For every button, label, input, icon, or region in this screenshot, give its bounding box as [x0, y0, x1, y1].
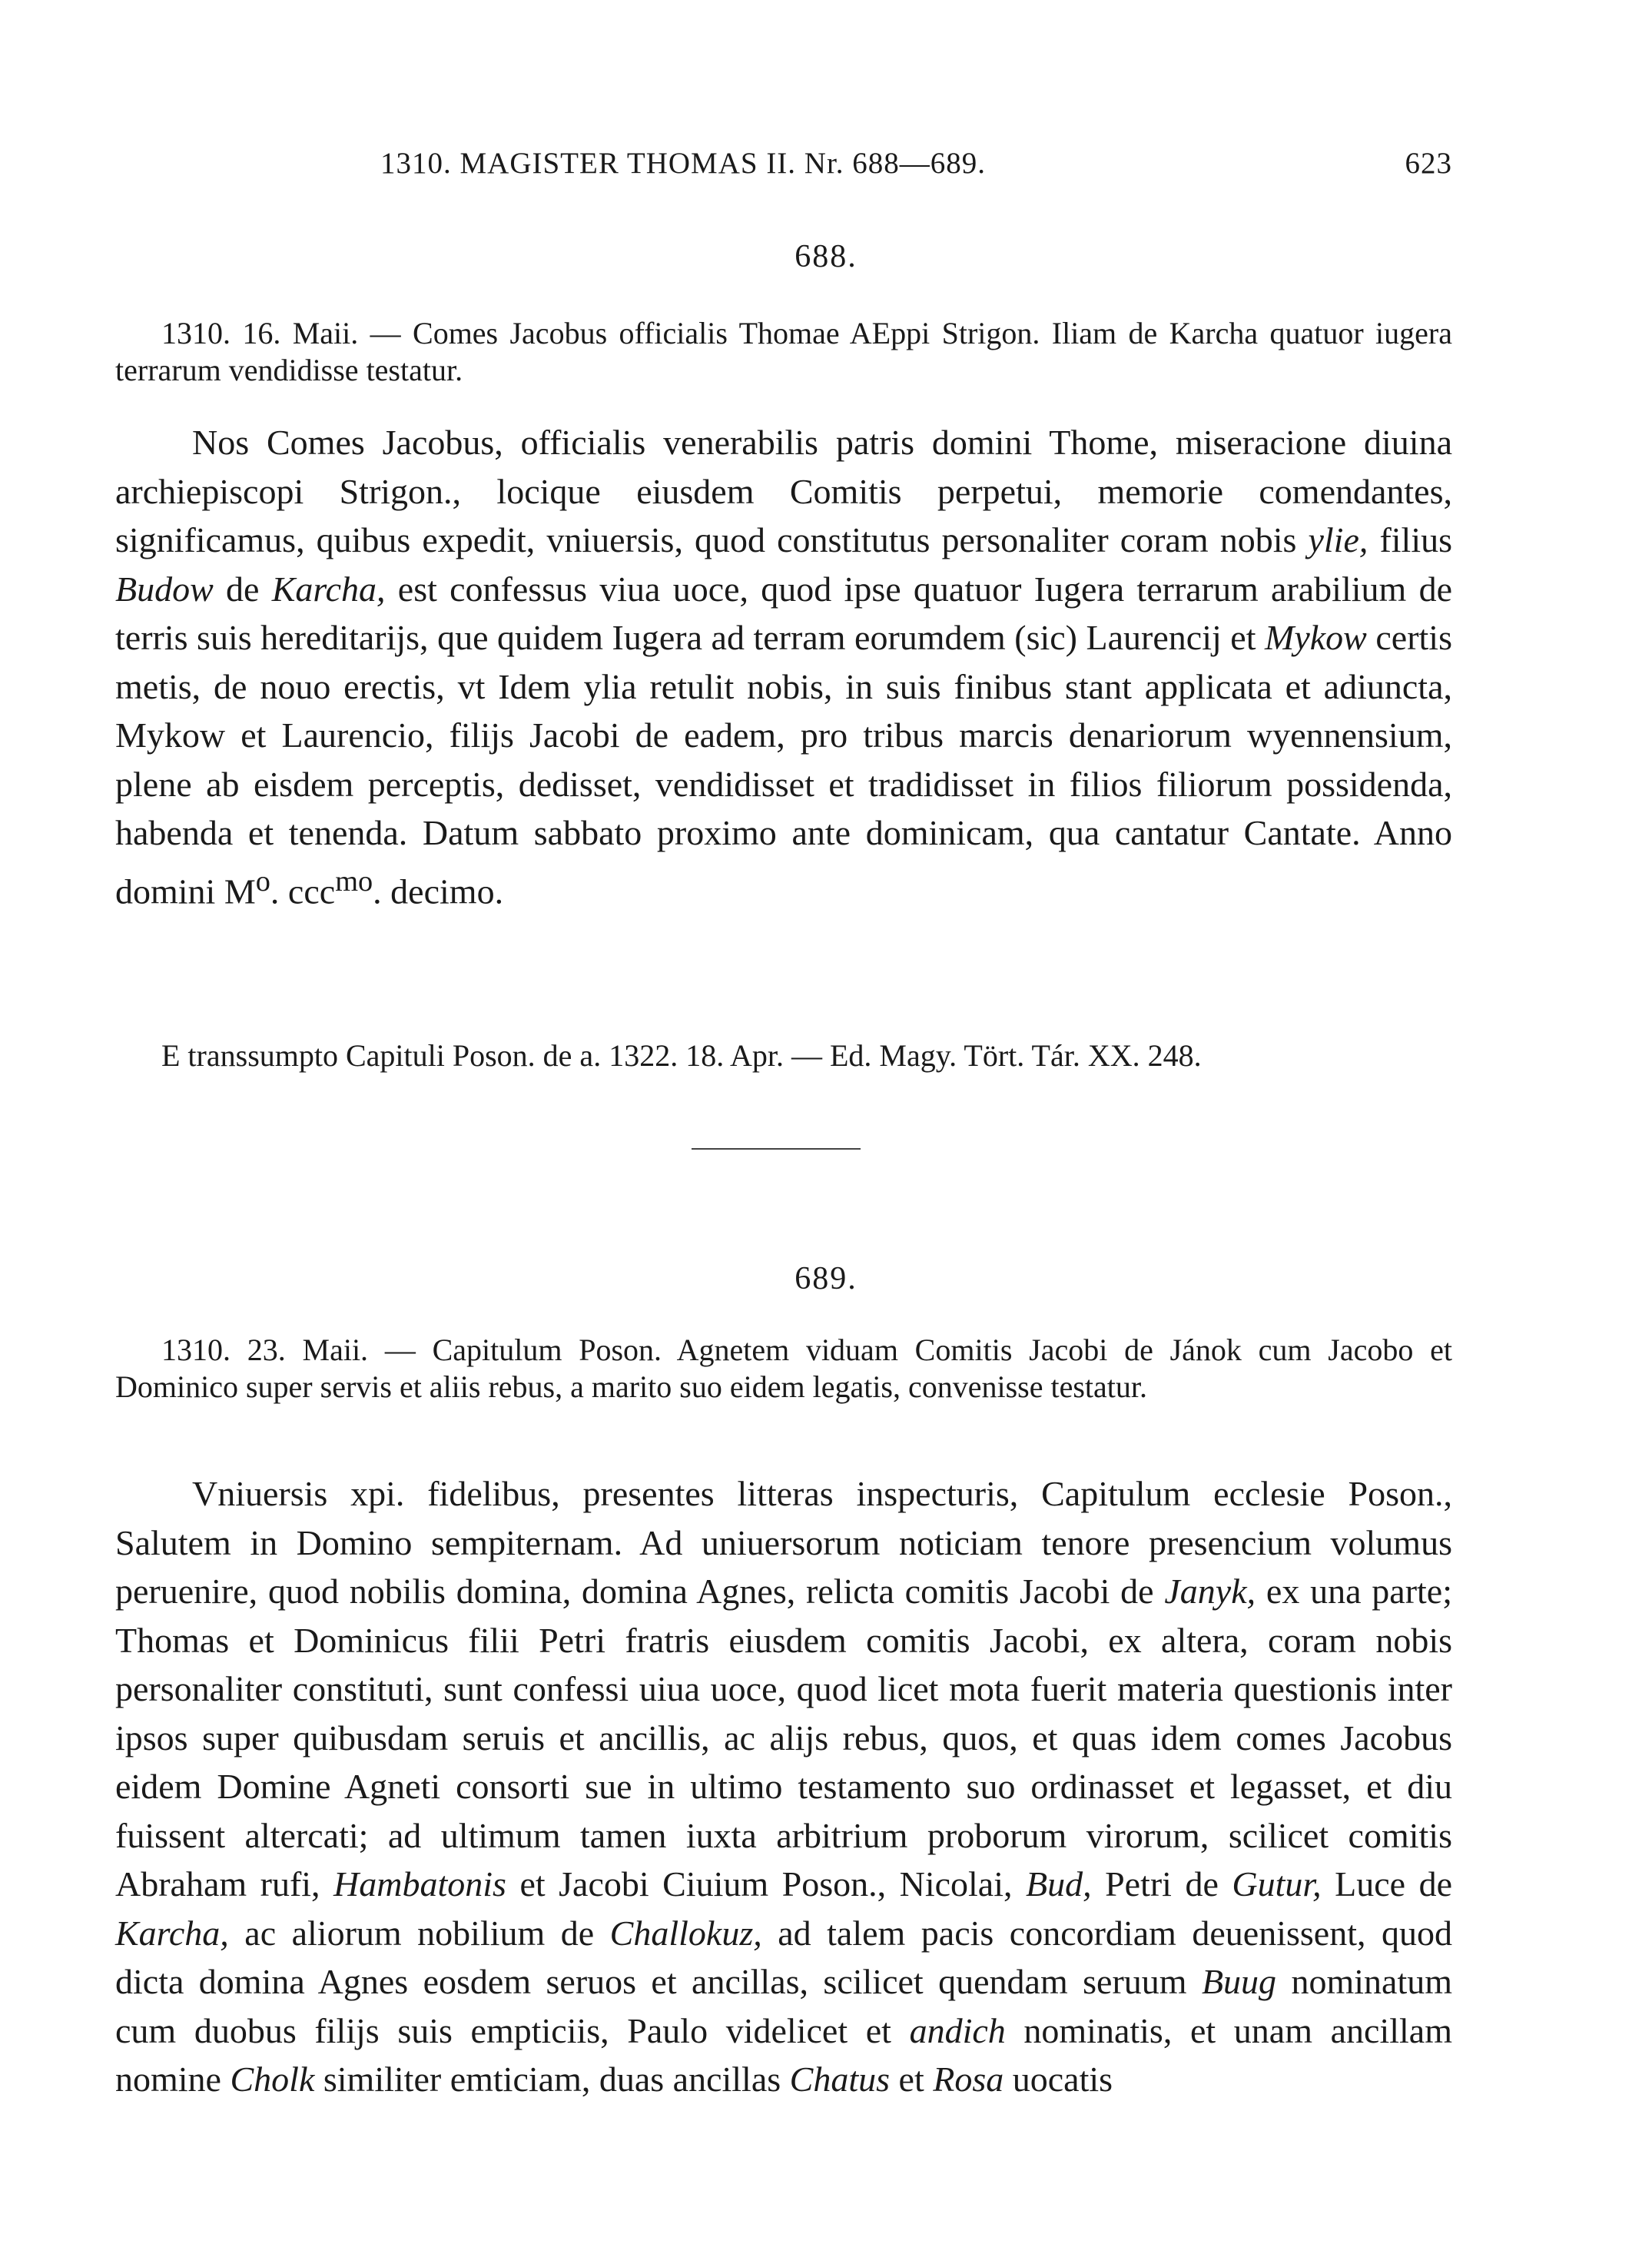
text-688-paragraph — [115, 418, 1452, 915]
regest-688 — [115, 315, 1452, 389]
italic-name: Rosa — [933, 2060, 1004, 2099]
text-span: . ccc — [270, 871, 336, 911]
italic-name: Karcha, — [115, 1913, 229, 1953]
text-span: est confessus viua uoce, quod ipse quatuor Iugera terrarum arabilium de terris suis hereditarijs, que quidem Iugera ad terram eorumdem (sic) Laurencij et — [115, 569, 1452, 657]
italic-name: Buug — [1201, 1962, 1277, 2001]
superscript: mo — [335, 865, 373, 898]
text-span: nominatum cum duobus filijs suis empticiis, Paulo videlicet et — [115, 1962, 1453, 2050]
text-span: Nos Comes Jacobus, officialis venerabilis patris domini Thome, miseracione diuina archiepiscopi Strigon., locique eiusdem Comitis perpetui, memorie comendantes, significamus, quibus expedit, vniuersis, quod constitutus personaliter coram nobis — [115, 423, 1452, 559]
text-span: nominatis, et unam ancillam nomine — [115, 2010, 1452, 2099]
text-span: Luce de — [1321, 1864, 1452, 1904]
regest-689 — [115, 1332, 1452, 1406]
document-number-689: 689. — [794, 1261, 858, 1296]
italic-name: andich — [909, 2010, 1006, 2050]
text-689 — [115, 1469, 1452, 2104]
italic-name: Budow — [115, 569, 214, 609]
italic-name: Gutur, — [1232, 1864, 1322, 1904]
section-divider — [692, 1148, 861, 1150]
text-span: et — [890, 2060, 934, 2099]
italic-name: Cholk — [230, 2060, 315, 2099]
text-span: ad talem pacis concordiam deuenissent, quod dicta domina Agnes eosdem seruos et ancillas, scilicet quendam seruum — [115, 1913, 1452, 2001]
page-number: 623 — [1405, 147, 1452, 180]
running-head-title: 1310. MAGISTER THOMAS II. Nr. 688—689. — [380, 147, 987, 180]
regest-688-text: 1310. 16. Maii. — Comes Jacobus officialis Thomae AEppi Strigon. Iliam de Karcha quatuor iugera terrarum vendidisse testatur. — [115, 316, 1452, 387]
italic-name: ylie, — [1308, 520, 1368, 559]
text-span: Vniuersis xpi. fidelibus, presentes litteras inspecturis, Capitulum ecclesie Poson., Salutem in Domino sempiternam. Ad uniuersorum noticiam tenore presencium volumus peruenire, quod nobilis domina, domina Agnes, relicta comitis Jacobi de — [115, 1474, 1452, 1611]
text-span: de — [213, 569, 272, 609]
italic-name: Janyk, — [1164, 1572, 1256, 1611]
italic-name: Challokuz, — [609, 1913, 762, 1953]
text-688 — [115, 418, 1452, 915]
source-note-688-text: E transsumpto Capituli Poson. de a. 1322. 18. Apr. — Ed. Magy. Tört. Tár. XX. 248. — [161, 1038, 1202, 1073]
text-span: uocatis — [1003, 2060, 1113, 2099]
source-note-688 — [115, 1036, 1452, 1076]
regest-689-text: 1310. 23. Maii. — Capitulum Poson. Agnetem viduam Comitis Jacobi de Jánok cum Jacobo et Dominico super servis et aliis rebus, a marito suo eidem legatis, convenisse testatur. — [115, 1333, 1452, 1404]
document-number-688: 688. — [794, 239, 858, 274]
italic-name: Mykow — [1265, 618, 1367, 657]
italic-name: Karcha, — [271, 569, 386, 609]
text-span: certis metis, de nouo erectis, vt Idem ylia retulit nobis, in suis finibus stant applicata et adiuncta, Mykow et Laurencio, filijs Jacobi de eadem, pro tribus marcis denariorum wyennensium, plene ab eisdem perceptis, dedisset, vendidisset et tradidisset in filios filiorum possidenda, habenda et tenenda. Datum sabbato proximo ante dominicam, qua cantatur Cantate. Anno domini M — [115, 618, 1452, 911]
text-span: ex una parte; Thomas et Dominicus filii Petri fratris eiusdem comitis Jacobi, ex altera, coram nobis personaliter constituti, sunt confessi uiua uoce, quod licet mota fuerit materia questionis inter ipsos super quibusdam seruis et ancillis, ac alijs rebus, quos, et quas idem comes Jacobus eidem Domine Agneti consorti sue in ultimo testamento suo ordinasset et legasset, et diu fuissent altercati; ad ultimum tamen iuxta arbitrium proborum virorum, scilicet comitis Abraham rufi, — [115, 1572, 1453, 1904]
text-689-paragraph — [115, 1469, 1452, 2104]
italic-name: Bud, — [1025, 1864, 1092, 1904]
text-span: Petri de — [1091, 1864, 1232, 1904]
text-span: et Jacobi Ciuium Poson., Nicolai, — [506, 1864, 1026, 1904]
italic-name: Hambatonis — [333, 1864, 506, 1904]
text-span: . decimo. — [373, 871, 504, 911]
superscript: o — [255, 865, 270, 898]
text-span: ac aliorum nobilium de — [228, 1913, 610, 1953]
text-span: similiter emticiam, duas ancillas — [314, 2060, 790, 2099]
text-span: filius — [1368, 520, 1453, 559]
italic-name: Chatus — [789, 2060, 891, 2099]
